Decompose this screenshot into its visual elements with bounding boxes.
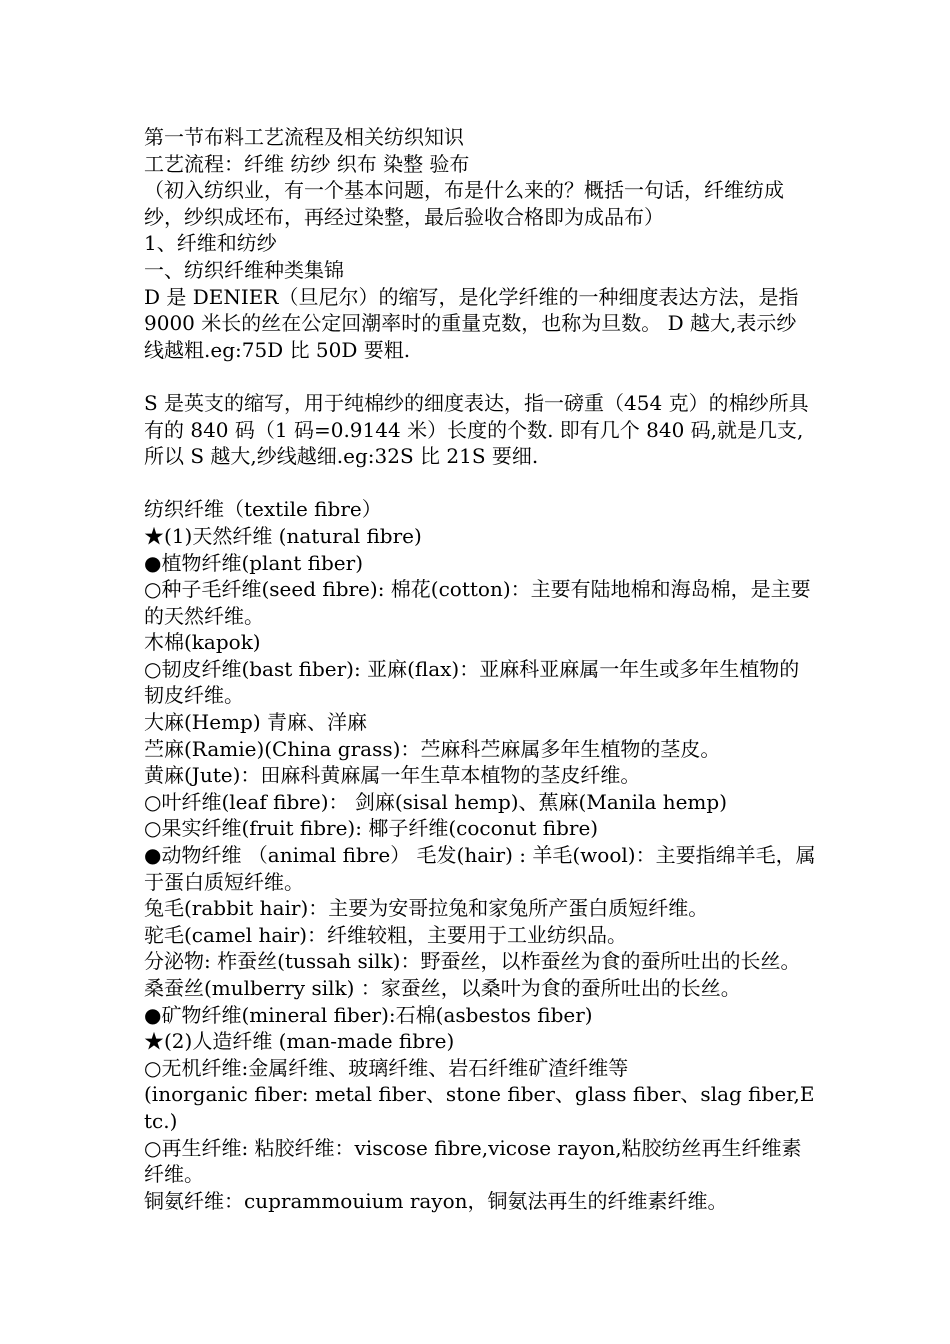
list-item: 木棉(kapok) xyxy=(144,630,261,655)
list-item: 桑蚕丝(mulberry silk) ：家蚕丝，以桑叶为食的蚕所吐出的长丝。 xyxy=(144,976,741,1000)
list-item: 黄麻(Jute)：田麻科黄麻属一年生草本植物的茎皮纤维。 xyxy=(144,763,641,788)
list-item: ●植物纤维(plant fiber) xyxy=(144,550,363,575)
subsection-heading: 一、纺织纤维种类集锦 xyxy=(144,257,344,282)
list-item: ○叶纤维(leaf fibre)： 剑麻(sisal hemp)、蕉麻(Manila hemp) xyxy=(144,789,728,814)
list-item: ○再生纤维: 粘胶纤维：viscose fibre,vicose rayon,粘胶纺丝再生纤维素纤维。 xyxy=(144,1135,802,1187)
document-body xyxy=(144,124,816,1214)
list-item: (inorganic fiber: metal fiber、stone fiber、glass fiber、slag fiber,Etc.) xyxy=(144,1082,815,1133)
process-flow-line: 工艺流程：纤维 纺纱 织布 染整 验布 xyxy=(144,151,470,176)
blank-line xyxy=(144,363,816,390)
list-item: ○果实纤维(fruit fibre): 椰子纤维(coconut fibre) xyxy=(144,816,599,841)
list-item: ●动物纤维 （animal fibre） 毛发(hair) : 羊毛(wool)：主要指绵羊毛，属于蛋白质短纤维。 xyxy=(144,843,816,894)
list-item: ○种子毛纤维(seed fibre): 棉花(cotton)：主要有陆地棉和海岛棉，是主要的天然纤维。 xyxy=(144,577,811,628)
blank-line xyxy=(144,470,816,497)
list-heading: ★(2)人造纤维 (man-made fibre) xyxy=(144,1029,455,1054)
list-heading: ★(1)天然纤维 (natural fibre) xyxy=(144,523,422,548)
english-count-paragraph: S 是英支的缩写，用于纯棉纱的细度表达，指一磅重（454 克）的棉纱所具有的 840 码（1 码=0.9144 米）长度的个数. 即有几个 840 码,就是几支,所以 S 越大,纱线越细.eg:32S 比 21S 要细. xyxy=(144,390,809,469)
denier-paragraph: D 是 DENIER（旦尼尔）的缩写，是化学纤维的一种细度表达方法，是指 9000 米长的丝在公定回潮率时的重量克数，也称为旦数。 D 越大,表示纱线越粗.eg:75D 比 50D 要粗. xyxy=(144,284,799,362)
textile-fibre-heading: 纺织纤维（textile fibre） xyxy=(144,497,382,522)
intro-paragraph: （初入纺织业，有一个基本问题，布是什么来的？概括一句话，纤维纺成纱，纱织成坯布，再经过染整，最后验收合格即为成品布） xyxy=(144,178,784,229)
list-item: 铜氨纤维：cuprammouium rayon，铜氨法再生的纤维素纤维。 xyxy=(144,1188,728,1213)
section-title: 第一节布料工艺流程及相关纺织知识 xyxy=(144,125,464,149)
list-item: 苎麻(Ramie)(China grass)：苎麻科苎麻属多年生植物的茎皮。 xyxy=(144,736,721,761)
list-item: ○韧皮纤维(bast fiber): 亚麻(flax)：亚麻科亚麻属一年生或多年生植物的韧皮纤维。 xyxy=(144,656,800,708)
list-item: ○无机纤维:金属纤维、玻璃纤维、岩石纤维矿渣纤维等 xyxy=(144,1055,629,1080)
list-item: 驼毛(camel hair)：纤维较粗，主要用于工业纺织品。 xyxy=(144,922,628,947)
list-item: 大麻(Hemp) 青麻、洋麻 xyxy=(144,710,368,735)
subsection-heading: 1、纤维和纺纱 xyxy=(144,231,277,256)
list-item: 分泌物: 柞蚕丝(tussah silk)：野蚕丝，以柞蚕丝为食的蚕所吐出的长丝。 xyxy=(144,949,801,974)
list-item: 兔毛(rabbit hair)：主要为安哥拉兔和家兔所产蛋白质短纤维。 xyxy=(144,896,709,921)
list-item: ●矿物纤维(mineral fiber):石棉(asbestos fiber) xyxy=(144,1002,593,1027)
